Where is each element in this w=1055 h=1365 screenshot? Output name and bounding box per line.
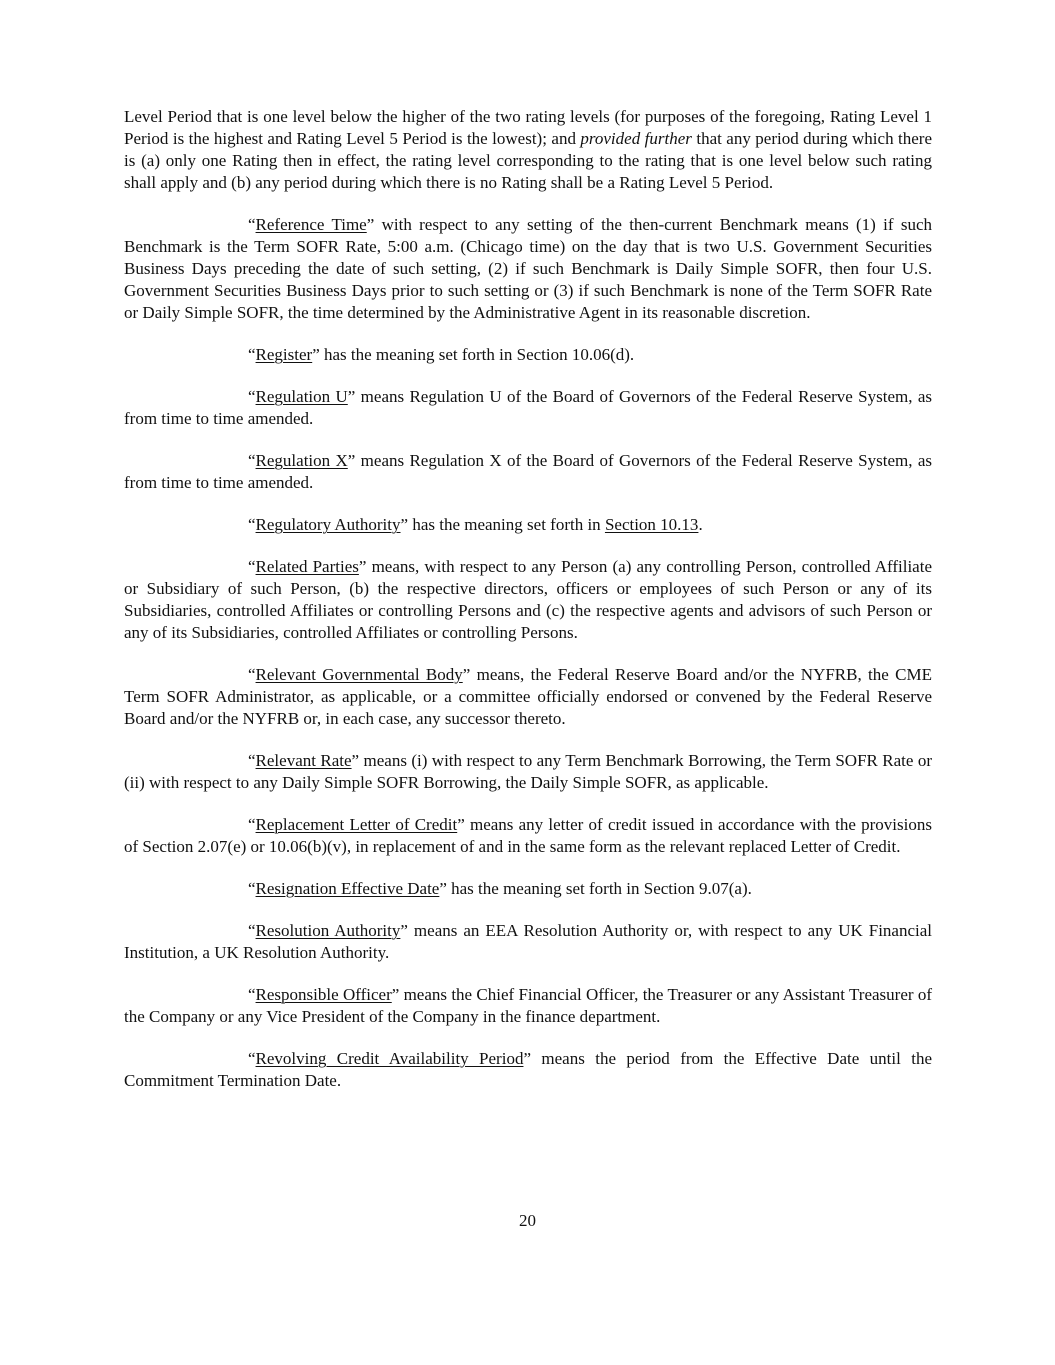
defined-term: Register <box>255 345 313 364</box>
definition-body: means, with respect to any Person (a) any controlling Person, controlled Affiliate or Subsidiary of such Person, (b) the respective directors, officers or employees of such Person or any of its Subsidiaries, controlled Affiliates or controlling Persons and (c) the respective agents and advisors of such Person or any of its Subsidiaries, controlled Affiliates or controlling Persons. <box>124 557 932 642</box>
defined-term: Related Parties <box>255 557 359 576</box>
intro-text: Level Period that is one level below the higher of the two rating levels (for purposes of the foregoing, Rating Level 1 Period is the highest and Rating Level 5 Period is the lowest); and <box>124 107 932 148</box>
defined-term: Revolving Credit Availability Period <box>255 1049 524 1068</box>
definition-body: means the Chief Financial Officer, the Treasurer or any Assistant Treasurer of the Company or any Vice President of the Company in the finance department. <box>124 985 933 1026</box>
defined-term: Relevant Rate <box>255 751 352 770</box>
definition-paragraph: “Regulatory Authority” has the meaning set forth in Section 10.13. <box>248 515 703 534</box>
definition-paragraph: “Resolution Authority” means an EEA Resolution Authority or, with respect to any UK Financial Institution, a UK Resolution Authority. <box>124 921 933 962</box>
defined-term: Replacement Letter of Credit <box>255 815 458 834</box>
definition-paragraph: “Relevant Rate” means (i) with respect to any Term Benchmark Borrowing, the Term SOFR Rate or (ii) with respect to any Daily Simple SOFR Borrowing, the Daily Simple SOFR, as applicable. <box>124 751 933 792</box>
page-number: 20 <box>519 1211 536 1230</box>
definition-paragraph: “Relevant Governmental Body” means, the Federal Reserve Board and/or the NYFRB, the CME Term SOFR Administrator, as applicable, or a committee officially endorsed or convened by the Federal Reserve Board and/or the NYFRB or, in each case, any successor thereto. <box>124 665 932 728</box>
definition-body: means (i) with respect to any Term Benchmark Borrowing, the Term SOFR Rate or (ii) with respect to any Daily Simple SOFR Borrowing, the Daily Simple SOFR, as applicable. <box>124 751 933 792</box>
definition-paragraph: “Regulation U” means Regulation U of the Board of Governors of the Federal Reserve System, as from time to time amended. <box>124 387 932 428</box>
defined-term: Reference Time <box>255 215 367 234</box>
definition-body: means Regulation U of the Board of Governors of the Federal Reserve System, as from time to time amended. <box>124 387 932 428</box>
definition-body: means, the Federal Reserve Board and/or the NYFRB, the CME Term SOFR Administrator, as applicable, or a committee officially endorsed or convened by the Federal Reserve Board and/or the NYFRB or, in each case, any successor thereto. <box>124 665 932 728</box>
definition-paragraph: “Resignation Effective Date” has the meaning set forth in Section 9.07(a). <box>248 879 752 898</box>
defined-term: Regulatory Authority <box>255 515 401 534</box>
section-reference: Section 10.13 <box>604 515 699 534</box>
definition-body: with respect to any setting of the then-current Benchmark means (1) if such Benchmark is the Term SOFR Rate, 5:00 a.m. (Chicago time) on the day that is two U.S. Government Securities Business Days preceding the date of such setting, (2) if such Benchmark is Daily Simple SOFR, then four U.S. Government Securities Business Days prior to such setting or (3) if such Benchmark is none of the Term SOFR Rate or Daily Simple SOFR, the time determined by the Administrative Agent in its reasonable discretion. <box>124 215 932 322</box>
definition-body: has the meaning set forth in Section 10.06(d). <box>319 345 635 364</box>
definition-paragraph: “Revolving Credit Availability Period” means the period from the Effective Date until the Commitment Termination Date. <box>124 1049 933 1090</box>
intro-italic-text: provided further <box>580 129 692 148</box>
definition-body: means any letter of credit issued in accordance with the provisions of Section 2.07(e) or 10.06(b)(v), in replacement of and in the same form as the relevant replaced Letter of Credit. <box>124 815 932 856</box>
definition-body: means the period from the Effective Date until the Commitment Termination Date. <box>124 1049 933 1090</box>
intro-paragraph <box>124 106 932 194</box>
defined-term: Regulation U <box>255 387 348 406</box>
defined-term: Resolution Authority <box>255 921 401 940</box>
defined-term: Resignation Effective Date <box>255 879 440 898</box>
definition-paragraph: “Register” has the meaning set forth in Section 10.06(d). <box>248 345 635 364</box>
defined-term: Responsible Officer <box>255 985 392 1004</box>
definition-body: has the meaning set forth in <box>408 515 605 534</box>
definition-paragraph: “Reference Time” with respect to any setting of the then-current Benchmark means (1) if such Benchmark is the Term SOFR Rate, 5:00 a.m. (Chicago time) on the day that is two U.S. Government Securities Business Days preceding the date of such setting, (2) if such Benchmark is Daily Simple SOFR, then four U.S. Government Securities Business Days prior to such setting or (3) if such Benchmark is none of the Term SOFR Rate or Daily Simple SOFR, the time determined by the Administrative Agent in its reasonable discretion. <box>124 215 932 322</box>
document-page <box>124 106 932 1092</box>
definition-paragraph: “Related Parties” means, with respect to any Person (a) any controlling Person, controlled Affiliate or Subsidiary of such Person, (b) the respective directors, officers or employees of such Person or any of its Subsidiaries, controlled Affiliates or controlling Persons and (c) the respective agents and advisors of such Person or any of its Subsidiaries, controlled Affiliates or controlling Persons. <box>124 557 932 642</box>
intro-text-continued: that any period during which there is (a) only one Rating then in effect, the rating level corresponding to the rating that is one level below such rating shall apply and (b) any period during which there is no Rating shall be a Rating Level 5 Period. <box>124 129 932 192</box>
definition-body: means an EEA Resolution Authority or, with respect to any UK Financial Institution, a UK Resolution Authority. <box>124 921 933 962</box>
definition-body: has the meaning set forth in Section 9.07(a). <box>446 879 752 898</box>
defined-term: Relevant Governmental Body <box>255 665 463 684</box>
definition-body: means Regulation X of the Board of Governors of the Federal Reserve System, as from time to time amended. <box>124 451 932 492</box>
definition-paragraph: “Responsible Officer” means the Chief Financial Officer, the Treasurer or any Assistant Treasurer of the Company or any Vice President of the Company in the finance department. <box>124 985 933 1026</box>
definition-paragraph: “Replacement Letter of Credit” means any letter of credit issued in accordance with the provisions of Section 2.07(e) or 10.06(b)(v), in replacement of and in the same form as the relevant replaced Letter of Credit. <box>124 815 932 856</box>
definition-paragraph: “Regulation X” means Regulation X of the Board of Governors of the Federal Reserve System, as from time to time amended. <box>124 451 932 492</box>
defined-term: Regulation X <box>255 451 348 470</box>
